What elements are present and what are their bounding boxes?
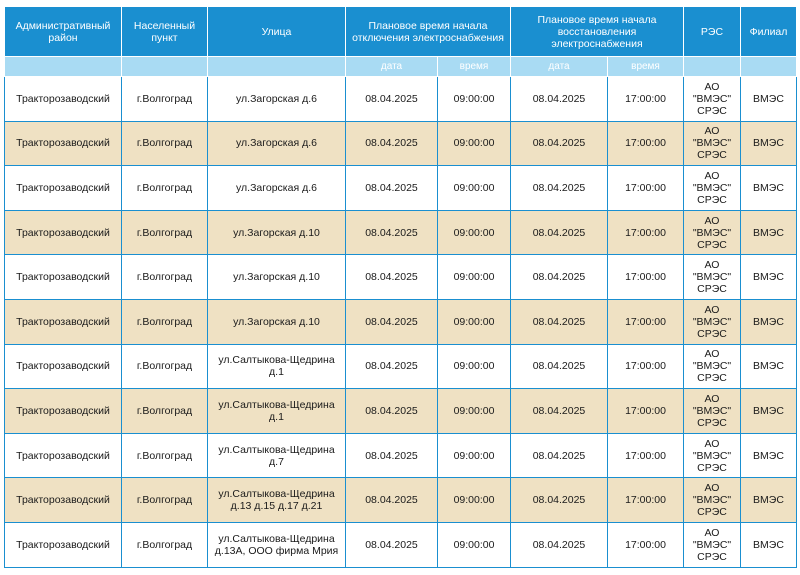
cell-off-time: 09:00:00 (438, 344, 511, 389)
cell-district: Тракторозаводский (5, 433, 122, 478)
cell-res: АО "ВМЭС" СРЭС (684, 522, 741, 567)
cell-on-date: 08.04.2025 (511, 77, 608, 122)
subheader-empty (208, 57, 346, 77)
table-row (5, 166, 797, 211)
cell-on-time: 17:00:00 (608, 255, 684, 300)
header-row (5, 7, 797, 57)
cell-street: ул.Салтыкова-Щедрина д.7 (208, 433, 346, 478)
header-district: Административный район (5, 7, 122, 57)
cell-res: АО "ВМЭС" СРЭС (684, 299, 741, 344)
cell-on-date: 08.04.2025 (511, 210, 608, 255)
cell-off-date: 08.04.2025 (346, 121, 438, 166)
cell-res: АО "ВМЭС" СРЭС (684, 433, 741, 478)
cell-off-date: 08.04.2025 (346, 299, 438, 344)
cell-on-date: 08.04.2025 (511, 389, 608, 434)
cell-branch: ВМЭС (741, 344, 797, 389)
table-row (5, 433, 797, 478)
cell-off-date: 08.04.2025 (346, 433, 438, 478)
cell-street: ул.Загорская д.10 (208, 299, 346, 344)
cell-locality: г.Волгоград (122, 166, 208, 211)
subheader-empty (684, 57, 741, 77)
cell-street: ул.Салтыкова-Щедрина д.13А, ООО фирма Мрия (208, 522, 346, 567)
subheader-off-time: время (438, 57, 511, 77)
subheader-empty (5, 57, 122, 77)
cell-on-date: 08.04.2025 (511, 522, 608, 567)
cell-off-date: 08.04.2025 (346, 522, 438, 567)
cell-res: АО "ВМЭС" СРЭС (684, 210, 741, 255)
cell-on-date: 08.04.2025 (511, 478, 608, 523)
outage-schedule-table (4, 6, 797, 568)
cell-on-time: 17:00:00 (608, 166, 684, 211)
subheader-on-date: дата (511, 57, 608, 77)
cell-street: ул.Загорская д.10 (208, 210, 346, 255)
cell-res: АО "ВМЭС" СРЭС (684, 344, 741, 389)
cell-district: Тракторозаводский (5, 344, 122, 389)
cell-on-date: 08.04.2025 (511, 299, 608, 344)
cell-off-time: 09:00:00 (438, 299, 511, 344)
cell-branch: ВМЭС (741, 299, 797, 344)
cell-on-date: 08.04.2025 (511, 433, 608, 478)
cell-off-time: 09:00:00 (438, 77, 511, 122)
cell-on-time: 17:00:00 (608, 389, 684, 434)
cell-street: ул.Салтыкова-Щедрина д.13 д.15 д.17 д.21 (208, 478, 346, 523)
table-row (5, 299, 797, 344)
table-row (5, 522, 797, 567)
cell-res: АО "ВМЭС" СРЭС (684, 255, 741, 300)
cell-off-date: 08.04.2025 (346, 255, 438, 300)
cell-street: ул.Салтыкова-Щедрина д.1 (208, 389, 346, 434)
cell-off-date: 08.04.2025 (346, 210, 438, 255)
cell-branch: ВМЭС (741, 210, 797, 255)
cell-locality: г.Волгоград (122, 478, 208, 523)
cell-on-time: 17:00:00 (608, 344, 684, 389)
cell-off-date: 08.04.2025 (346, 77, 438, 122)
cell-res: АО "ВМЭС" СРЭС (684, 478, 741, 523)
cell-off-time: 09:00:00 (438, 121, 511, 166)
cell-locality: г.Волгоград (122, 210, 208, 255)
cell-street: ул.Салтыкова-Щедрина д.1 (208, 344, 346, 389)
cell-district: Тракторозаводский (5, 77, 122, 122)
table-header (5, 7, 797, 77)
cell-off-time: 09:00:00 (438, 478, 511, 523)
cell-branch: ВМЭС (741, 121, 797, 166)
header-off-time: Плановое время начала отключения электроснабжения (346, 7, 511, 57)
header-street: Улица (208, 7, 346, 57)
cell-branch: ВМЭС (741, 433, 797, 478)
subheader-empty (122, 57, 208, 77)
table-row (5, 478, 797, 523)
cell-off-time: 09:00:00 (438, 210, 511, 255)
cell-locality: г.Волгоград (122, 121, 208, 166)
subheader-empty (741, 57, 797, 77)
table-row (5, 255, 797, 300)
cell-locality: г.Волгоград (122, 255, 208, 300)
cell-locality: г.Волгоград (122, 299, 208, 344)
table-row (5, 210, 797, 255)
cell-on-date: 08.04.2025 (511, 166, 608, 211)
cell-street: ул.Загорская д.6 (208, 121, 346, 166)
cell-street: ул.Загорская д.6 (208, 77, 346, 122)
table-row (5, 344, 797, 389)
cell-off-date: 08.04.2025 (346, 344, 438, 389)
cell-on-time: 17:00:00 (608, 522, 684, 567)
subheader-off-date: дата (346, 57, 438, 77)
header-locality: Населенный пункт (122, 7, 208, 57)
cell-on-time: 17:00:00 (608, 210, 684, 255)
cell-res: АО "ВМЭС" СРЭС (684, 389, 741, 434)
cell-off-time: 09:00:00 (438, 389, 511, 434)
cell-district: Тракторозаводский (5, 210, 122, 255)
cell-off-date: 08.04.2025 (346, 389, 438, 434)
cell-on-time: 17:00:00 (608, 299, 684, 344)
cell-off-time: 09:00:00 (438, 433, 511, 478)
cell-locality: г.Волгоград (122, 344, 208, 389)
cell-locality: г.Волгоград (122, 433, 208, 478)
cell-district: Тракторозаводский (5, 522, 122, 567)
cell-branch: ВМЭС (741, 522, 797, 567)
cell-on-date: 08.04.2025 (511, 255, 608, 300)
cell-district: Тракторозаводский (5, 255, 122, 300)
cell-district: Тракторозаводский (5, 121, 122, 166)
table-row (5, 121, 797, 166)
subheader-row (5, 57, 797, 77)
table-row (5, 77, 797, 122)
header-res: РЭС (684, 7, 741, 57)
cell-branch: ВМЭС (741, 255, 797, 300)
cell-district: Тракторозаводский (5, 166, 122, 211)
subheader-on-time: время (608, 57, 684, 77)
cell-res: АО "ВМЭС" СРЭС (684, 166, 741, 211)
cell-district: Тракторозаводский (5, 478, 122, 523)
header-restore-time: Плановое время начала восстановления электроснабжения (511, 7, 684, 57)
cell-off-time: 09:00:00 (438, 522, 511, 567)
cell-off-date: 08.04.2025 (346, 166, 438, 211)
cell-off-time: 09:00:00 (438, 166, 511, 211)
cell-on-time: 17:00:00 (608, 478, 684, 523)
cell-district: Тракторозаводский (5, 299, 122, 344)
cell-on-date: 08.04.2025 (511, 344, 608, 389)
cell-on-time: 17:00:00 (608, 77, 684, 122)
cell-on-time: 17:00:00 (608, 121, 684, 166)
cell-off-date: 08.04.2025 (346, 478, 438, 523)
cell-district: Тракторозаводский (5, 389, 122, 434)
cell-street: ул.Загорская д.10 (208, 255, 346, 300)
cell-on-time: 17:00:00 (608, 433, 684, 478)
cell-res: АО "ВМЭС" СРЭС (684, 121, 741, 166)
cell-branch: ВМЭС (741, 166, 797, 211)
cell-on-date: 08.04.2025 (511, 121, 608, 166)
cell-res: АО "ВМЭС" СРЭС (684, 77, 741, 122)
table-row (5, 389, 797, 434)
cell-branch: ВМЭС (741, 478, 797, 523)
cell-branch: ВМЭС (741, 77, 797, 122)
cell-locality: г.Волгоград (122, 77, 208, 122)
cell-off-time: 09:00:00 (438, 255, 511, 300)
table-body (5, 77, 797, 568)
cell-branch: ВМЭС (741, 389, 797, 434)
cell-locality: г.Волгоград (122, 389, 208, 434)
header-branch: Филиал (741, 7, 797, 57)
cell-street: ул.Загорская д.6 (208, 166, 346, 211)
cell-locality: г.Волгоград (122, 522, 208, 567)
